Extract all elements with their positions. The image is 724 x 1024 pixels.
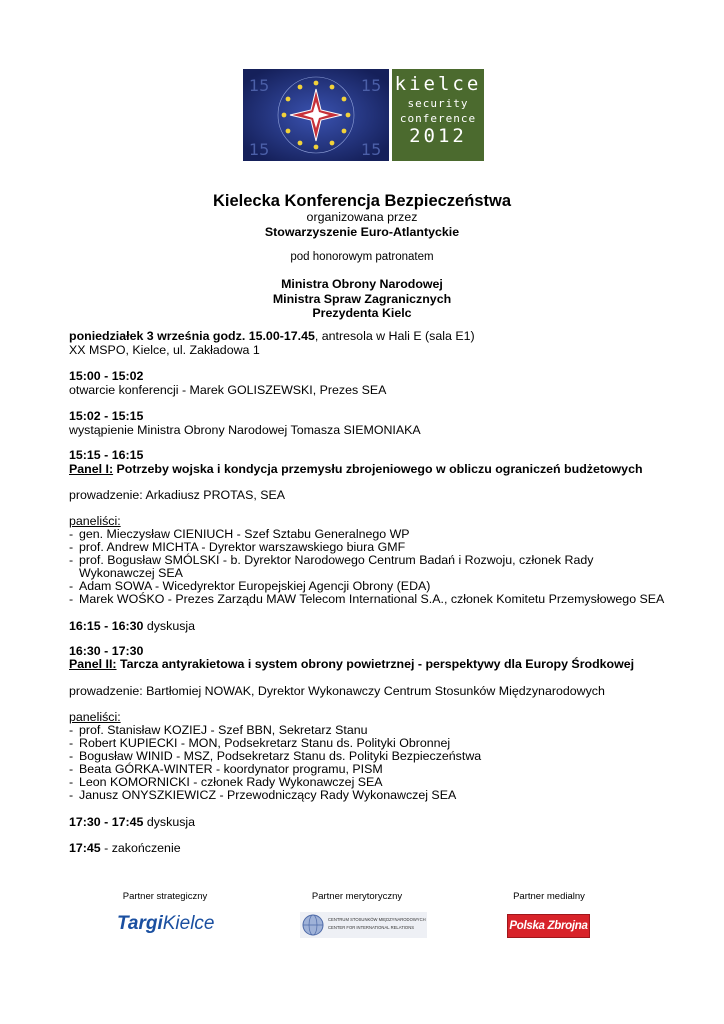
panel1-panelists-label: paneliści: bbox=[69, 514, 121, 528]
patron-2: Ministra Spraw Zagranicznych bbox=[272, 292, 452, 306]
kielce-logo-part: Kielce bbox=[162, 913, 215, 934]
panel1-panelist: - prof. Bogusław SMÓLSKI - b. Dyrektor Narodowego Centrum Badań i Rozwoju, członek Rady bbox=[69, 553, 594, 567]
globe-icon bbox=[302, 914, 324, 936]
polska-zbrojna-logo: Polska Zbrojna bbox=[507, 914, 590, 938]
panel2-heading bbox=[69, 657, 634, 671]
logo-line-1: kielce bbox=[394, 73, 482, 95]
discussion1-desc: dyskusja bbox=[143, 619, 196, 633]
panel2-label: Panel II: bbox=[69, 657, 117, 671]
panel1-heading bbox=[69, 462, 643, 476]
logo-line-3: conference bbox=[399, 112, 477, 125]
panel2-panelist: - Beata GÓRKA-WINTER - koordynator programu, PISM bbox=[69, 762, 383, 776]
logo-line-4: 2012 bbox=[409, 125, 467, 147]
csm-name-en: CENTER FOR INTERNATIONAL RELATIONS bbox=[328, 925, 415, 930]
opening-desc: otwarcie konferencji - Marek GOLISZEWSKI, Prezes SEA bbox=[69, 383, 387, 397]
panel1-panelist: - Adam SOWA - Wicedyrektor Europejskiej Agencji Obrony (EDA) bbox=[69, 579, 431, 593]
panel1-panelist: - prof. Andrew MICHTA - Dyrektor warszawskiego biura GMF bbox=[69, 540, 406, 554]
venue-line-1 bbox=[69, 329, 475, 343]
discussion1-time: 16:15 - 16:30 bbox=[69, 619, 144, 633]
page-title: Kielecka Konferencja Bezpieczeństwa bbox=[212, 192, 512, 210]
panel2-panelist: - prof. Stanisław KOZIEJ - Szef BBN, Sekretarz Stanu bbox=[69, 723, 368, 737]
panel2-panelist: - Bogusław WINID - MSZ, Podsekretarz Stanu ds. Polityki Bezpieczeństwa bbox=[69, 749, 482, 763]
patron-3: Prezydenta Kielc bbox=[312, 306, 412, 320]
logo-line-2: security bbox=[407, 97, 469, 110]
panel1-moderator: prowadzenie: Arkadiusz PROTAS, SEA bbox=[69, 488, 286, 502]
organized-by: organizowana przez bbox=[306, 210, 418, 224]
panel1-panelist-cont: Wykonawczej SEA bbox=[79, 566, 183, 580]
discussion2 bbox=[69, 815, 195, 829]
panelist-text: prof. Andrew MICHTA - Dyrektor warszawskiego biura GMF bbox=[79, 540, 406, 554]
opening-time: 15:00 - 15:02 bbox=[69, 369, 144, 383]
organizer: Stowarzyszenie Euro-Atlantyckie bbox=[264, 225, 460, 239]
venue-place: , antresola w Hali E (sala E1) bbox=[314, 329, 475, 343]
panel2-time: 16:30 - 17:30 bbox=[69, 644, 144, 658]
svg-text:15: 15 bbox=[361, 76, 382, 95]
panelist-text: prof. Bogusław SMÓLSKI - b. Dyrektor Narodowego Centrum Badań i Rozwoju, członek Rady bbox=[79, 553, 594, 567]
panel2-panelists-label: paneliści: bbox=[69, 710, 121, 724]
discussion1 bbox=[69, 619, 195, 633]
panelist-text: Bogusław WINID - MSZ, Podsekretarz Stanu ds. Polityki Bezpieczeństwa bbox=[79, 749, 482, 763]
panelist-text: prof. Stanisław KOZIEJ - Szef BBN, Sekretarz Stanu bbox=[79, 723, 368, 737]
media-partner-label: Partner medialny bbox=[513, 891, 585, 902]
panelist-text: Marek WOŚKO - Prezes Zarządu MAW Telecom International S.A., członek Komitetu Przemysłowego SEA bbox=[79, 592, 665, 606]
panel2-moderator: prowadzenie: Bartłomiej NOWAK, Dyrektor Wykonawczy Centrum Stosunków Międzynarodowych bbox=[69, 684, 605, 698]
patronage-intro: pod honorowym patronatem bbox=[290, 251, 434, 263]
panel1-time: 15:15 - 16:15 bbox=[69, 448, 144, 462]
closing-desc: - zakończenie bbox=[100, 841, 181, 855]
targi-kielce-logo bbox=[117, 913, 217, 939]
venue-date: poniedziałek 3 września godz. 15.00-17.45 bbox=[69, 329, 315, 343]
strategic-partner-label: Partner strategiczny bbox=[122, 891, 208, 902]
panel1-title: Potrzeby wojska i kondycja przemysłu zbrojeniowego w obliczu ograniczeń budżetowych bbox=[113, 462, 643, 476]
venue-line-2: XX MSPO, Kielce, ul. Zakładowa 1 bbox=[69, 343, 260, 357]
panel1-panelist: - Marek WOŚKO - Prezes Zarządu MAW Telecom International S.A., członek Komitetu Przemysłowego SEA bbox=[69, 592, 665, 606]
csm-logo bbox=[300, 912, 427, 938]
speech-desc: wystąpienie Ministra Obrony Narodowej Tomasza SIEMONIAKA bbox=[69, 423, 421, 437]
svg-text:15: 15 bbox=[249, 76, 270, 95]
sea-emblem-icon bbox=[243, 69, 389, 161]
panelist-text: Robert KUPIECKI - MON, Podsekretarz Stanu ds. Polityki Obronnej bbox=[79, 736, 451, 750]
panelist-text: gen. Mieczysław CIENIUCH - Szef Sztabu Generalnego WP bbox=[79, 527, 410, 541]
sea-logo bbox=[243, 69, 389, 161]
csm-name-pl: CENTRUM STOSUNKÓW MIĘDZYNARODOWYCH bbox=[328, 917, 426, 922]
svg-text:15: 15 bbox=[249, 140, 270, 159]
discussion2-desc: dyskusja bbox=[143, 815, 196, 829]
panel2-title: Tarcza antyrakietowa i system obrony powietrznej - perspektywy dla Europy Środkowej bbox=[116, 657, 635, 671]
panel1-label: Panel I: bbox=[69, 462, 114, 476]
panel2-panelist: - Leon KOMORNICKI - członek Rady Wykonawczej SEA bbox=[69, 775, 383, 789]
panelist-text: Leon KOMORNICKI - członek Rady Wykonawczej SEA bbox=[79, 775, 383, 789]
speech-time: 15:02 - 15:15 bbox=[69, 409, 144, 423]
targi-logo-part: Targi bbox=[117, 913, 163, 934]
svg-text:15: 15 bbox=[361, 140, 382, 159]
panel2-panelist: - Robert KUPIECKI - MON, Podsekretarz Stanu ds. Polityki Obronnej bbox=[69, 736, 451, 750]
panelist-text: Beata GÓRKA-WINTER - koordynator programu, PISM bbox=[79, 762, 383, 776]
panel2-panelist: - Janusz ONYSZKIEWICZ - Przewodniczący Rady Wykonawczej SEA bbox=[69, 788, 457, 802]
panelist-text: Adam SOWA - Wicedyrektor Europejskiej Agencji Obrony (EDA) bbox=[79, 579, 431, 593]
patron-1: Ministra Obrony Narodowej bbox=[281, 277, 443, 291]
content-partner-label: Partner merytoryczny bbox=[311, 891, 403, 902]
closing-time: 17:45 bbox=[69, 841, 101, 855]
discussion2-time: 17:30 - 17:45 bbox=[69, 815, 144, 829]
panel1-panelist: - gen. Mieczysław CIENIUCH - Szef Sztabu Generalnego WP bbox=[69, 527, 410, 541]
closing bbox=[69, 841, 181, 855]
kielce-security-conference-logo bbox=[392, 69, 484, 161]
panelist-text: Janusz ONYSZKIEWICZ - Przewodniczący Rady Wykonawczej SEA bbox=[79, 788, 457, 802]
